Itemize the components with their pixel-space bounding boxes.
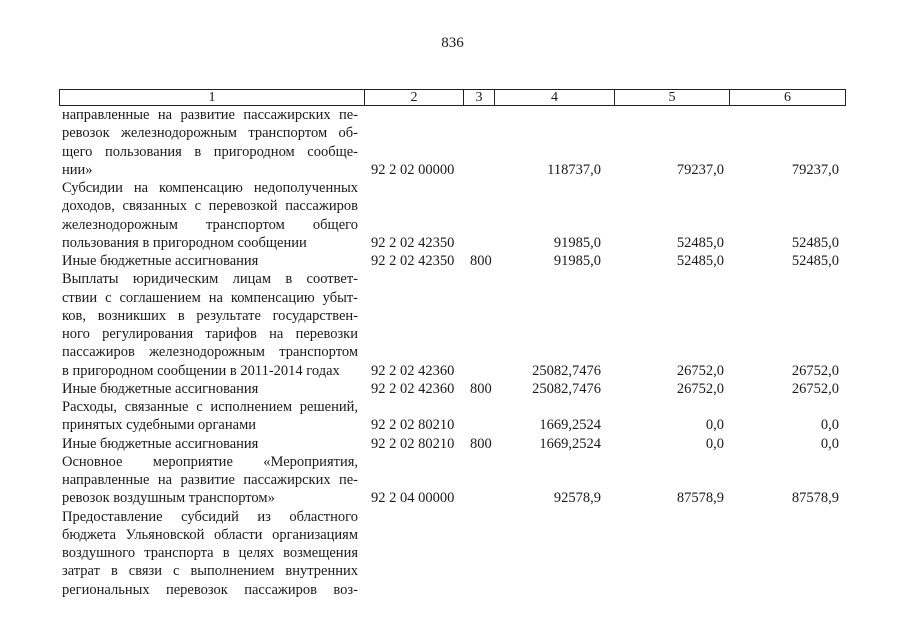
row-description: затрат в связи с выполнением внутренних [62,563,358,580]
row-code: 92 2 02 42350 [371,253,455,269]
header-col-1: 1 [60,90,365,105]
header-col-6: 6 [784,90,791,105]
row-description: Основное мероприятие «Мероприятия, [62,453,358,470]
row-description: железнодорожным транспортом общего [62,216,358,233]
row-description: принятых судебными органами [62,417,257,434]
header-col-3: 3 [464,90,495,105]
row-value-col6: 0,0 [820,417,839,434]
row-value-col6: 79237,0 [791,161,839,178]
row-description: пользования в пригородном сообщении [62,234,307,251]
row-description: Выплаты юридическим лицам в соответ- [62,271,358,288]
row-description: ствии с соглашением на компенсацию убыт- [62,289,358,306]
row-description: ревозок воздушным транспортом» [62,490,275,507]
row-expense-type: 800 [470,253,492,269]
row-description: региональных перевозок пассажиров воз- [62,581,358,598]
row-value-col6: 0,0 [820,435,839,452]
row-code: 92 2 02 00000 [371,161,455,178]
row-value-col6: 26752,0 [791,380,839,397]
row-expense-type: 800 [470,380,492,397]
row-value-col5: 87578,9 [676,490,724,507]
row-description: ревозок железнодорожным транспортом об- [62,125,358,142]
row-value-col5: 0,0 [705,435,724,452]
header-col-2: 2 [365,90,464,105]
row-value-col5: 52485,0 [676,253,724,269]
row-value-col6: 52485,0 [791,253,839,269]
row-value-col4: 25082,7476 [532,362,601,379]
row-description: в пригородном сообщении в 2011-2014 годах [62,362,340,379]
row-code: 92 2 04 00000 [371,490,455,507]
row-value-col4: 92578,9 [553,490,601,507]
row-code: 92 2 02 42350 [371,234,455,251]
row-value-col4: 1669,2524 [539,417,601,434]
row-description: пассажиров железнодорожным транспортом [62,344,358,361]
header-col-4: 4 [495,90,615,105]
row-description: направленные на развитие пассажирских пе- [62,472,358,488]
page-number: 836 [441,35,464,51]
row-description: щего пользования в пригородном сообще- [62,143,358,160]
row-code: 92 2 02 42360 [371,362,455,379]
row-description: ков, возникших в результате государствен- [62,307,358,324]
row-value-col6: 52485,0 [791,234,839,251]
row-description: Иные бюджетные ассигнования [62,435,259,452]
row-expense-type: 800 [470,435,492,452]
row-value-col4: 1669,2524 [539,435,601,452]
header-col-5: 5 [615,90,730,105]
row-description: бюджета Ульяновской области организациям [62,526,358,543]
row-description: Предоставление субсидий из областного [62,508,358,525]
row-value-col5: 26752,0 [676,380,724,397]
row-value-col5: 79237,0 [676,161,724,178]
row-code: 92 2 02 80210 [371,417,455,434]
row-description: нии» [62,161,93,178]
row-value-col4: 91985,0 [553,234,601,251]
row-value-col6: 26752,0 [791,362,839,379]
row-description: ного регулирования тарифов на перевозки [62,326,358,342]
row-description: воздушного транспорта в целях возмещения [62,545,358,561]
row-value-col4: 118737,0 [547,161,601,178]
row-description: Иные бюджетные ассигнования [62,380,259,397]
row-value-col5: 0,0 [705,417,724,434]
row-description: Субсидии на компенсацию недополученных [62,180,358,196]
row-description: Расходы, связанные с исполнением решений, [62,399,358,415]
row-description: Иные бюджетные ассигнования [62,253,259,269]
row-value-col5: 52485,0 [676,234,724,251]
row-code: 92 2 02 80210 [371,435,455,452]
row-description: направленные на развитие пассажирских пе- [62,107,358,123]
row-value-col4: 91985,0 [553,253,601,269]
row-code: 92 2 02 42360 [371,380,455,397]
row-value-col4: 25082,7476 [532,380,601,397]
row-description: доходов, связанных с перевозкой пассажиров [62,198,358,215]
row-value-col5: 26752,0 [676,362,724,379]
row-value-col6: 87578,9 [791,490,839,507]
